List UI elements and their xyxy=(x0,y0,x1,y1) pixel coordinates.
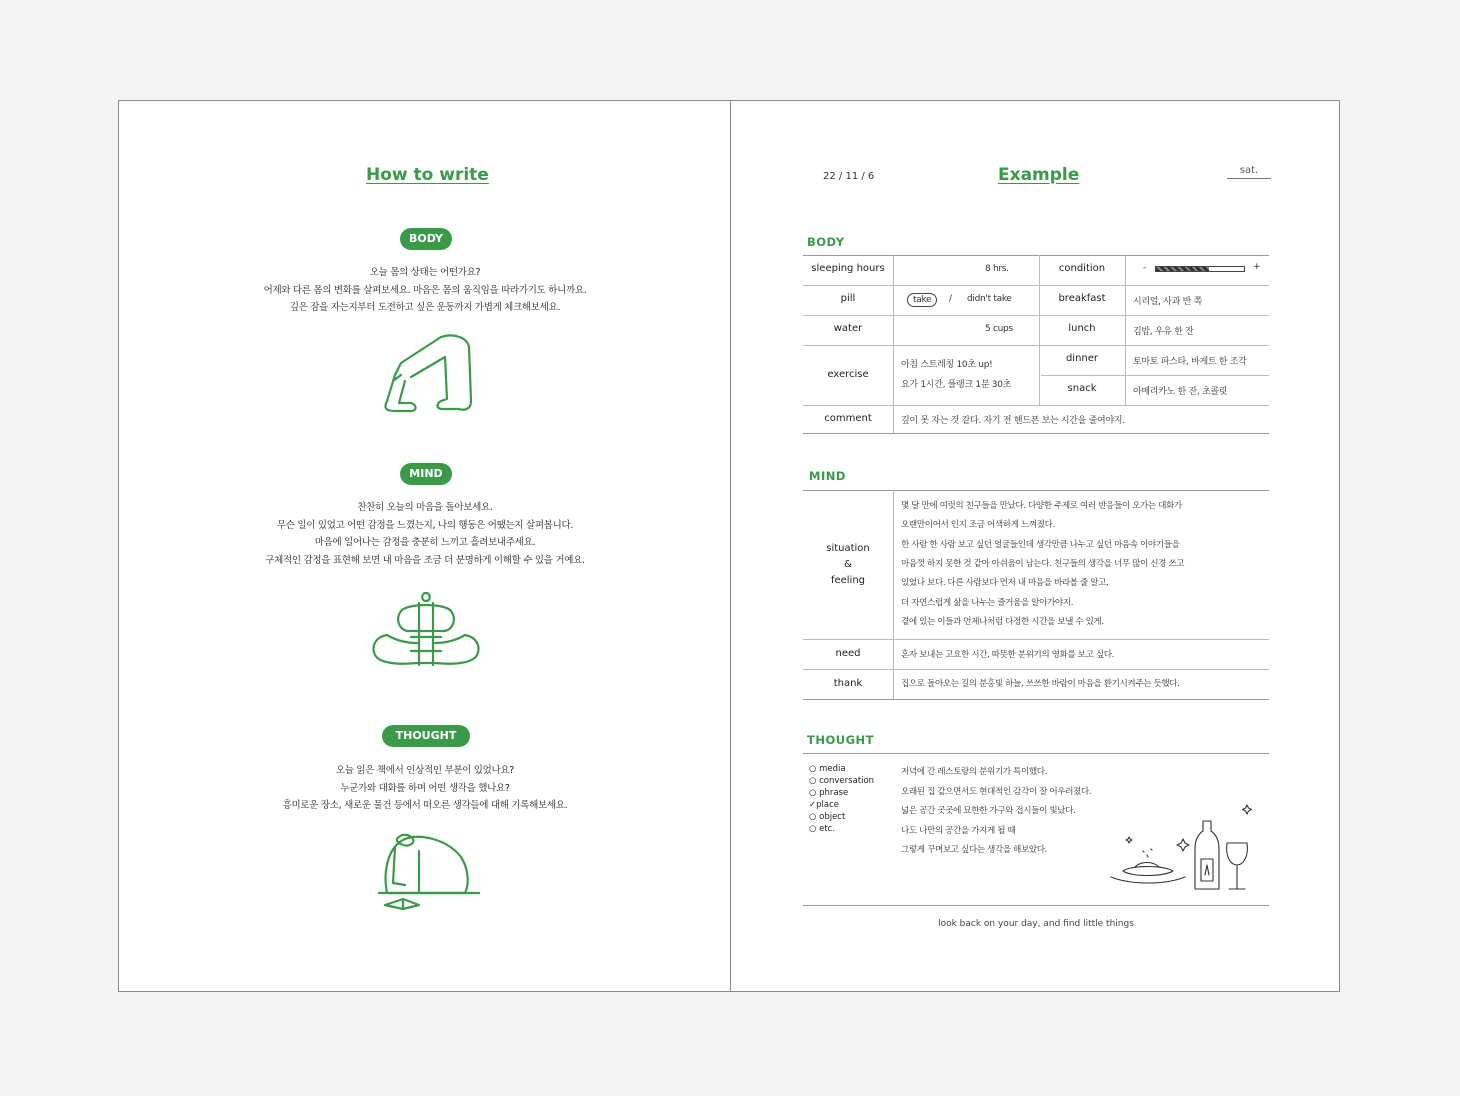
body-heading: BODY xyxy=(807,235,845,249)
divider xyxy=(1041,375,1269,376)
condition-bar xyxy=(1155,266,1245,272)
entry-date: 22 / 11 / 6 xyxy=(823,171,875,182)
thank-label: thank xyxy=(833,678,863,689)
mind-heading: MIND xyxy=(809,469,846,483)
mind-line: 구체적인 감정을 표현해 보면 내 마음을 조금 더 분명하게 이해할 수 있을 거예요. xyxy=(265,554,585,566)
breakfast-value: 시리얼, 사과 반 쪽 xyxy=(1133,297,1203,307)
situation-line: 한 사람 한 사람 보고 싶던 얼굴들인데 생각만큼 나누고 싶던 마음속 이야기들을 xyxy=(901,540,1180,550)
notebook-spread xyxy=(118,100,1340,992)
situation-line: 몇 달 만에 여럿의 친구들을 만났다. 다양한 주제로 여러 반응들이 오가는 대화가 xyxy=(901,501,1182,511)
condition-plus: + xyxy=(1253,262,1261,272)
mind-badge: MIND xyxy=(400,463,452,485)
thought-badge: THOUGHT xyxy=(382,725,470,747)
category-phrase: ○ phrase xyxy=(809,788,849,798)
snack-label: snack xyxy=(1067,383,1097,394)
thought-line: 저녁에 간 레스토랑의 분위기가 특이했다. xyxy=(901,767,1047,777)
situation-line: 곁에 있는 이들과 언제나처럼 다정한 시간을 보낼 수 있게. xyxy=(901,617,1104,627)
thought-heading: THOUGHT xyxy=(807,733,874,747)
category-media: ○ media xyxy=(809,764,846,774)
divider xyxy=(1125,255,1126,405)
pill-label: pill xyxy=(840,293,856,304)
category-etc: ○ etc. xyxy=(809,824,836,834)
thought-line: 오늘 읽은 책에서 인상적인 부분이 있었나요? xyxy=(335,765,515,776)
thought-line: 누군가와 대화를 하며 어떤 생각을 했나요? xyxy=(340,782,510,794)
divider xyxy=(803,669,1269,670)
footer-tagline: look back on your day, and find little things xyxy=(938,919,1134,929)
category-label: conversation xyxy=(819,776,875,786)
pill-separator: / xyxy=(949,294,952,304)
thought-line: 나도 나만의 공간을 가지게 될 때 xyxy=(901,826,1016,836)
dinner-value: 토마토 파스타, 바게트 한 조각 xyxy=(1133,357,1247,367)
condition-minus: - xyxy=(1143,263,1146,273)
mind-line: 무슨 일이 있었고 어떤 감정을 느꼈는지, 나의 행동은 어땠는지 살펴봅니다. xyxy=(276,519,574,531)
lunch-label: lunch xyxy=(1068,323,1096,334)
dinner-label: dinner xyxy=(1065,353,1099,364)
comment-value: 깊이 못 자는 것 같다. 자기 전 핸드폰 보는 시간을 줄여야지. xyxy=(901,416,1125,426)
divider xyxy=(803,255,1269,256)
sleeping-hours-label: sleeping hours xyxy=(811,263,885,274)
divider xyxy=(803,405,1269,406)
category-place-checked xyxy=(809,800,839,810)
lunch-value: 김밥, 우유 한 잔 xyxy=(1133,327,1194,337)
pill-take-circled: take xyxy=(907,293,937,307)
entry-day: sat. xyxy=(1227,165,1271,179)
right-page xyxy=(731,101,1341,991)
body-line: 어제와 다른 몸의 변화를 살펴보세요. 마음은 몸의 움직임을 따라가기도 하니까요. xyxy=(263,284,587,296)
situation-line: 오랜만이어서 인지 조금 어색하게 느껴졌다. xyxy=(901,520,1055,530)
exercise-line: 아침 스트레칭 10초 up! xyxy=(901,360,993,370)
water-value: 5 cups xyxy=(985,324,1013,334)
divider xyxy=(803,753,1269,754)
body-line: 오늘 몸의 상태는 어떤가요? xyxy=(369,267,481,278)
breakfast-label: breakfast xyxy=(1058,293,1106,304)
thought-line: 오래된 집 같으면서도 현대적인 감각이 잘 어우러졌다. xyxy=(901,787,1092,797)
page-title: How to write xyxy=(366,165,489,185)
thank-value: 집으로 돌아오는 길의 분홍빛 하늘, 쓰쓰한 바람이 마음을 환기시켜주는 듯했다. xyxy=(901,679,1180,689)
stretching-figure-icon xyxy=(371,329,481,417)
divider xyxy=(803,285,1269,286)
exercise-label: exercise xyxy=(827,369,869,380)
situation-line: 마음껏 하지 못한 것 같아 아쉬움이 남는다. 친구들의 생각을 너무 많이 신경 쓰고 xyxy=(901,559,1185,569)
label-text: feeling xyxy=(830,575,866,586)
mind-instructions xyxy=(119,499,731,569)
water-label: water xyxy=(833,323,863,334)
mind-line: 마음에 일어나는 감정을 충분히 느끼고 흘려보내주세요. xyxy=(314,537,536,548)
category-label: object xyxy=(819,812,846,822)
divider xyxy=(803,490,1269,491)
divider xyxy=(803,639,1269,640)
category-label: place xyxy=(816,800,839,810)
divider xyxy=(893,255,894,433)
label-text: & xyxy=(844,559,852,570)
need-value: 혼자 보내는 고요한 시간, 따뜻한 분위기의 영화를 보고 싶다. xyxy=(901,650,1114,660)
mind-line: 찬찬히 오늘의 마음을 돌아보세요. xyxy=(357,502,493,513)
thought-line: 그렇게 꾸며보고 싶다는 생각을 해보았다. xyxy=(901,845,1047,855)
category-object: ○ object xyxy=(809,812,846,822)
divider xyxy=(893,490,894,699)
divider xyxy=(803,699,1269,700)
exercise-line: 요가 1시간, 플랭크 1분 30초 xyxy=(901,380,1012,390)
category-conversation: ○ conversation xyxy=(809,776,875,786)
category-label: etc. xyxy=(819,824,836,834)
body-instructions xyxy=(119,264,731,317)
pill-didnt-take: didn't take xyxy=(967,294,1012,304)
body-badge: BODY xyxy=(400,228,452,250)
page-title: Example xyxy=(998,165,1080,185)
condition-label: condition xyxy=(1058,263,1106,274)
sleeping-hours-value: 8 hrs. xyxy=(985,264,1009,274)
category-label: media xyxy=(819,764,846,774)
reading-figure-icon xyxy=(375,829,483,915)
divider xyxy=(803,315,1269,316)
dinner-wine-illustration xyxy=(1107,801,1257,895)
category-label: phrase xyxy=(819,788,849,798)
divider xyxy=(803,345,1269,346)
condition-bar-fill xyxy=(1156,267,1209,271)
thought-line: 흥미로운 장소, 새로운 물건 등에서 떠오른 생각들에 대해 기록해보세요. xyxy=(282,800,568,811)
need-label: need xyxy=(835,648,861,659)
sitting-figure-icon xyxy=(367,589,485,671)
divider xyxy=(803,433,1269,434)
left-page xyxy=(119,101,731,991)
divider xyxy=(803,905,1269,906)
comment-label: comment xyxy=(824,413,872,424)
label-text: situation xyxy=(826,543,870,554)
body-line: 깊은 잠을 자는지부터 도전하고 싶은 운동까지 가볍게 체크해보세요. xyxy=(289,302,561,313)
snack-value: 아메리카노 한 잔, 초콜릿 xyxy=(1133,387,1228,397)
situation-feeling-label xyxy=(803,541,893,589)
situation-line: 더 자연스럽게 삶을 나누는 즐거움을 알아가야지. xyxy=(901,598,1074,608)
situation-line: 있었나 보다. 다른 사람보다 먼저 내 마음을 바라볼 줄 알고, xyxy=(901,578,1109,588)
checkmark-icon: ✓ xyxy=(809,800,817,810)
thought-line: 넓은 공간 곳곳에 묘한한 가구와 접시들이 빛났다. xyxy=(901,806,1076,816)
thought-instructions xyxy=(119,762,731,815)
